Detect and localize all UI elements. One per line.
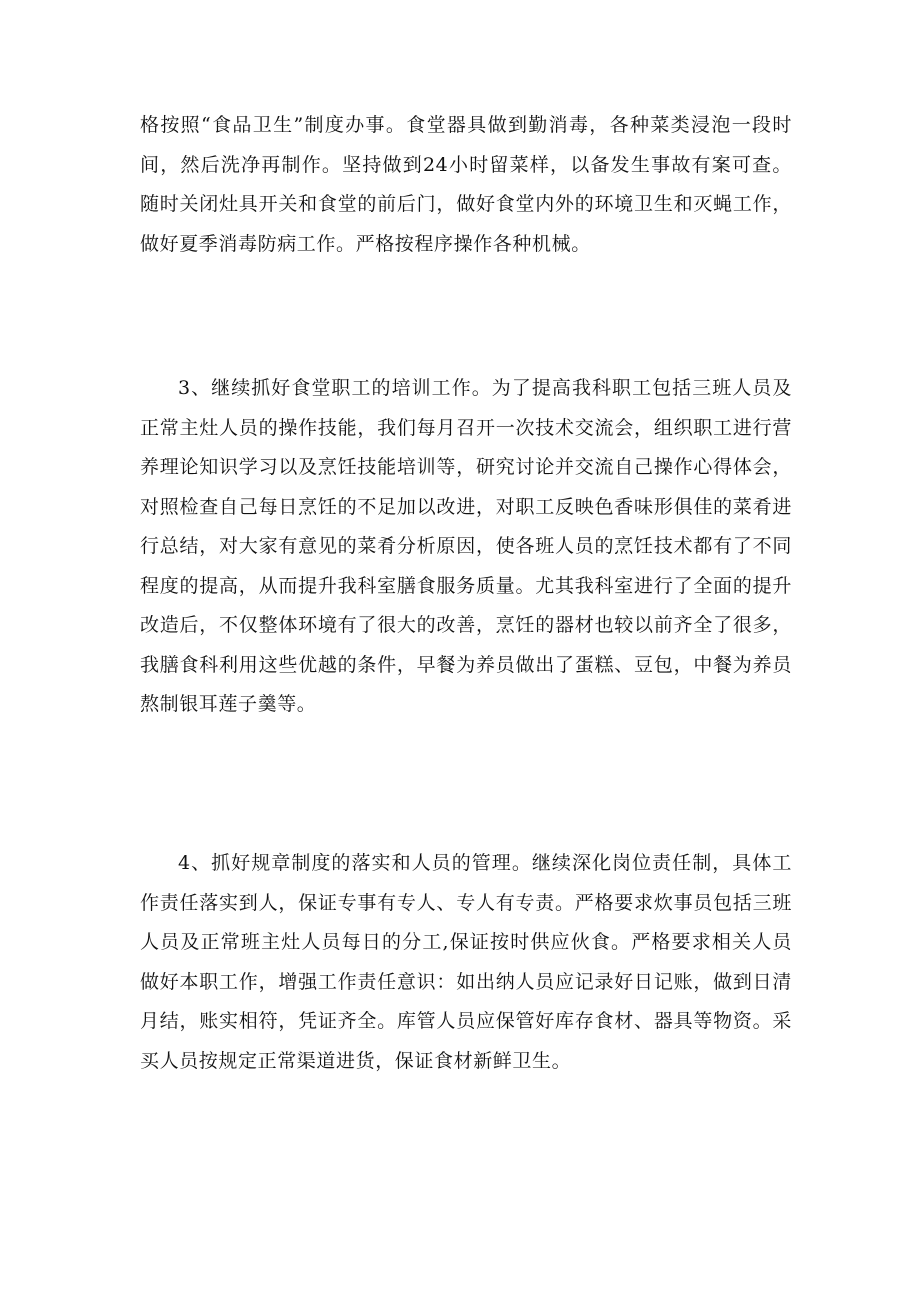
paragraph-staff-training: 3、继续抓好食堂职工的培训工作。为了提高我科职工包括三班人员及正常主灶人员的操作技能，我们每月召开一次技术交流会，组织职工进行营养理论知识学习以及烹饪技能培训等，研究讨论并交流自己操作心得体会，对照检查自己每日烹饪的不足加以改进，对职工反映色香味形俱佳的菜肴进行总结，对大家有意见的菜肴分析原因，使各班人员的烹饪技术都有了不同程度的提高，从而提升我科室膳食服务质量。尤其我科室进行了全面的提升改造后，不仅整体环境有了很大的改善，烹饪的器材也较以前齐全了很多，我膳食科利用这些优越的条件，早餐为养员做出了蛋糕、豆包，中餐为养员熬制银耳莲子羹等。 [140, 377, 792, 715]
paragraph-rules-management: 4、抓好规章制度的落实和人员的管理。继续深化岗位责任制，具体工作责任落实到人，保证专事有专人、专人有专责。严格要求炊事员包括三班人员及正常班主灶人员每日的分工,保证按时供应伙食。严格要求相关人员做好本职工作，增强工作责任意识：如出纳人员应记录好日记账，做到日清月结，账实相符，凭证齐全。库管人员应保管好库存食材、器具等物资。采买人员按规定正常渠道进货，保证食材新鲜卫生。 [140, 852, 792, 1072]
paragraph-food-hygiene: 格按照“食品卫生”制度办事。食堂器具做到勤消毒，各种菜类浸泡一段时间，然后洗净再制作。坚持做到24小时留菜样，以备发生事故有案可查。随时关闭灶具开关和食堂的前后门，做好食堂内外的环境卫生和灭蝇工作，做好夏季消毒防病工作。严格按程序操作各种机械。 [140, 114, 792, 255]
